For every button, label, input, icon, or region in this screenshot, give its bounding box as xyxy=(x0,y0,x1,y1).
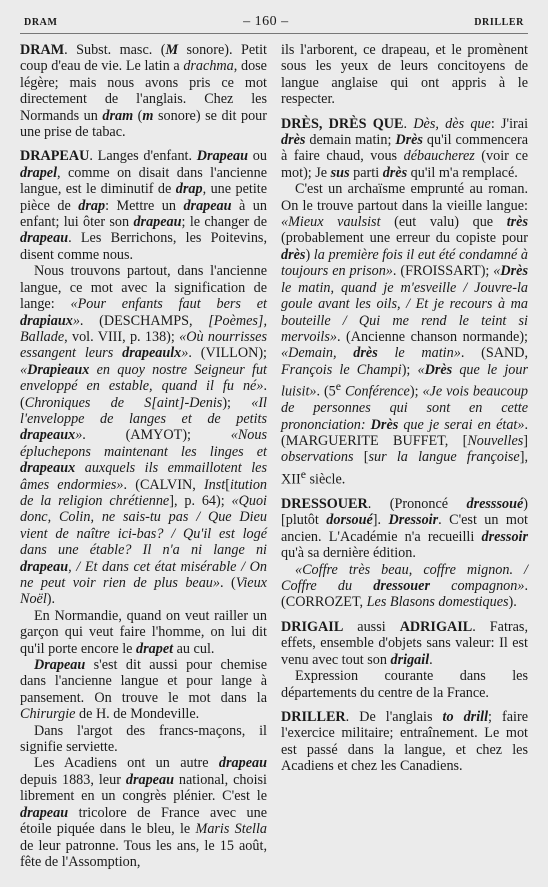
entry-paragraph: En Normandie, quand on veut railler un garçon qui veut faire l'homme, on lui dit qu'il porte encore le drapet au cul. xyxy=(20,607,267,657)
entry-dram xyxy=(20,42,267,140)
entry-driller xyxy=(281,709,528,775)
page-number: – 160 – xyxy=(243,14,289,29)
running-head xyxy=(20,14,528,34)
entry-paragraph: «Coffre très beau, coffre mignon. / Coffre du dressouer compagnon». (CORROZET, Les Blasons domestiques). xyxy=(281,561,528,611)
entry-paragraph: Nous trouvons partout, dans l'ancienne langue, ce mot avec la signification de lange: «Pour enfants faut bers et drapiaux». (DESCHAMPS, [Poèmes], Ballade, vol. VIII, p. 138); «Où nourrisses essangent leurs drapeaulx». (VILLON); «Drapieaux en quoy nostre Seigneur fut enveloppé en estable, quand il fu né». (Chroniques de S[aint]-Denis); «Il l'enveloppe de langes et de petits drapeaux». (AMYOT); «Nous épluchерons maintenant les linges et drapeaux auxquels ils emmaillotent les âmes endormies». (CALVIN, Inst[itution de la religion chrétienne], p. 64); «Quoi donc, Colin, ne sais-tu pas / Que Dieu vient de naître ici-bas? / Qu'il est logé dans une étable? Il n'a ni lange ni drapeau, / Et dans cet état misérable / On ne peut voir rien de plus beau». (Vieux Noël). xyxy=(20,263,268,608)
running-head-right: DRILLER xyxy=(474,17,524,28)
entry-paragraph: Dans l'argot des francs-maçons, il signifie serviette. xyxy=(20,722,267,756)
entry-paragraph: C'est un archaïsme emprunté au roman. On le trouve partout dans la vieille langue: «Mieux vaulsist (eut valu) que très (probablement une erreur du copiste pour drès) la première fois il eut été condamné à toujours en prison». (FROISSART); «Drès le matin, quand je m'esveille / Jouvre-la goule avant les oils, / Et je recours à ma bouteille / Qui me rend le teint si mervoils». (Ancienne chanson normande); «Demain, drès le matin». (SAND, François le Champi); «Drès que le jour luisit». (5e Conférence); «Je vois beaucoup de personnes qui sont en cette prononciation: Drès que je serai en état». (MARGUERITE BUFFET, [Nouvelles] observations [sur la langue françoise], XIIe siècle. xyxy=(281,181,529,488)
two-column-body xyxy=(20,42,528,870)
running-head-left: DRAM xyxy=(24,17,58,28)
entry-dres xyxy=(281,116,528,488)
left-column xyxy=(20,42,267,870)
entry-paragraph: DRAM. Subst. masc. (M sonore). Petit coup d'eau de vie. Le latin a drachma, dose légère; mais nous avons pris ce mot directement de l'anglais. Chez les Normands un dram (m sonore) se dit pour une prise de tabac. xyxy=(20,42,267,141)
entry-paragraph: DRAPEAU. Langes d'enfant. Drapeau ou drapel, comme on disait dans l'ancienne langue, est le diminutif de drap, une petite pièce de drap: Mettre un drapeau à un enfant; lui ôter son drapeau; le changer de drapeau. Les Berrichons, les Poitevins, disent comme nous. xyxy=(20,148,268,263)
entry-dressouer xyxy=(281,496,528,611)
entry-paragraph-continued: ils l'arborent, ce drapeau, et le promènent sous les yeux de leurs concitoyens de langue anglaise qui ont appris à le respecter. xyxy=(281,42,528,108)
entry-paragraph: DRIGAIL aussi ADRIGAIL. Fatras, effets, ensemble d'objets sans valeur: Il est venu avec tout son drigail. xyxy=(281,618,528,668)
entry-drigail xyxy=(281,619,528,701)
entry-paragraph: Drapeau s'est dit aussi pour chemise dans l'ancienne langue et pour lange à pansement. On trouve le mot dans la Chirurgie de H. de Mondeville. xyxy=(20,657,267,723)
entry-paragraph: DRILLER. De l'anglais to drill; faire l'exercice militaire; entraînement. Le mot est passé dans la langue, et chez les Acadiens et chez les Canadiens. xyxy=(281,708,528,775)
right-column xyxy=(281,42,528,870)
entry-drapeau xyxy=(20,148,267,870)
entry-drapeau-continued xyxy=(281,42,528,108)
entry-paragraph: Les Acadiens ont un autre drapeau depuis 1883, leur drapeau national, choisi librement en un congrès plénier. C'est le drapeau tricolore de France avec une étoile piquée dans le bleu, le Maris Stella de leur patronne. Tous les ans, le 15 août, fête de l'Assomption, xyxy=(20,755,267,870)
entry-paragraph: DRESSOUER. (Prononcé dresssoué) [plutôt dorsoué]. Dressoir. C'est un mot ancien. L'Académie n'a recueilli dressoir qu'à sa dernière édition. xyxy=(281,496,528,562)
entry-paragraph: DRÈS, DRÈS QUE. Dès, dès que: J'irai drès demain matin; Drès qu'il commencera à faire chaud, vous débaucherez (voir ce mot); Je sus parti drès qu'il m'a remplacé. xyxy=(281,115,529,181)
entry-paragraph: Expression courante dans les départements du centre de la France. xyxy=(281,668,528,701)
